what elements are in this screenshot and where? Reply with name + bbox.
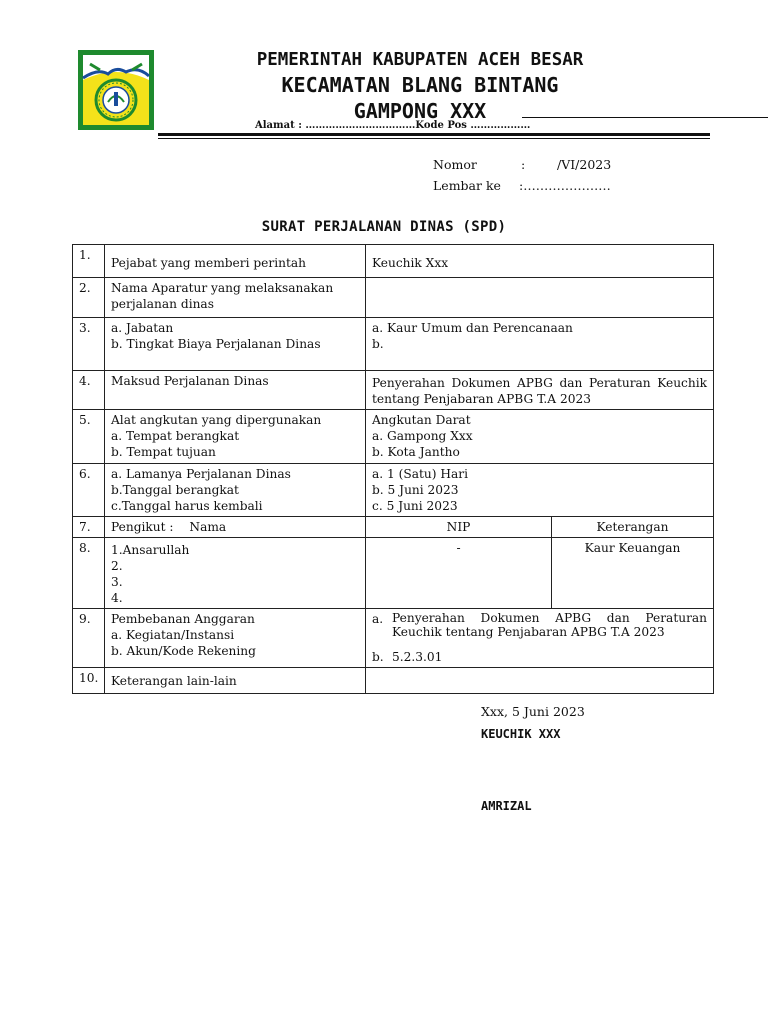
row-label xyxy=(105,318,366,371)
row-label-b: b.Tanggal berangkat xyxy=(111,483,239,497)
table-row xyxy=(73,668,714,694)
row-value xyxy=(366,278,714,318)
row-label-a: a. Tempat berangkat xyxy=(111,429,240,443)
row-label-main: Pembebanan Anggaran xyxy=(111,612,255,626)
follower-name-1: 1.Ansarullah xyxy=(111,543,190,557)
row-value xyxy=(366,318,714,371)
letterhead xyxy=(160,48,680,124)
letter-number-separator: : xyxy=(521,157,526,172)
budget-activity-prefix: a. xyxy=(372,612,384,626)
row-label xyxy=(105,609,366,668)
spd-table xyxy=(72,244,714,694)
follower-name-3: 3. xyxy=(111,575,123,589)
table-row xyxy=(73,517,714,538)
row-label-c: c.Tanggal harus kembali xyxy=(111,499,263,513)
row-label-main: Alat angkutan yang dipergunakan xyxy=(111,413,322,427)
row-value-b: b. xyxy=(372,337,384,351)
row-value xyxy=(366,668,714,694)
table-row xyxy=(73,609,714,668)
table-row xyxy=(73,371,714,410)
row-number: 5. xyxy=(73,410,105,464)
table-row xyxy=(73,538,714,609)
row-label-b: b. Tingkat Biaya Perjalanan Dinas xyxy=(111,337,321,351)
letterhead-village-name: GAMPONG XXX xyxy=(353,99,487,123)
row-label: Nama Aparatur yang melaksanakan perjalanan dinas xyxy=(105,278,366,318)
row-label-a: a. Lamanya Perjalanan Dinas xyxy=(111,467,291,481)
row-value-c: c. 5 Juni 2023 xyxy=(372,499,458,513)
follower-name-2: 2. xyxy=(111,559,123,573)
row-value-b: b. Kota Jantho xyxy=(372,445,460,459)
table-row xyxy=(73,410,714,464)
row-number: 4. xyxy=(73,371,105,410)
follower-names xyxy=(105,538,366,609)
letter-number-label: Nomor xyxy=(433,157,477,172)
budget-account-prefix: b. xyxy=(372,650,384,664)
row-label-a: a. Kegiatan/Instansi xyxy=(111,628,235,642)
row-value-b: b. 5 Juni 2023 xyxy=(372,483,459,497)
row-number: 6. xyxy=(73,464,105,517)
follower-label: Pengikut : xyxy=(111,520,174,534)
row-number: 9. xyxy=(73,609,105,668)
row-label xyxy=(105,410,366,464)
letterhead-address: Alamat : ……………………………Kode Pos ……………… xyxy=(255,120,531,131)
row-value-a: a. 1 (Satu) Hari xyxy=(372,467,469,481)
row-label-a: a. Jabatan xyxy=(111,321,174,335)
row-label: Keterangan lain-lain xyxy=(105,668,366,694)
row-number: 7. xyxy=(73,517,105,538)
follower-nip: - xyxy=(366,538,552,609)
row-number: 8. xyxy=(73,538,105,609)
row-value: Penyerahan Dokumen APBG dan Peraturan Keuchik tentang Penjabaran APBG T.A 2023 xyxy=(366,371,714,410)
table-row xyxy=(73,278,714,318)
follower-name-4: 4. xyxy=(111,591,123,605)
village-name-underline xyxy=(522,117,768,118)
row-number: 3. xyxy=(73,318,105,371)
row-value: Keuchik Xxx xyxy=(366,245,714,278)
aceh-besar-crest-logo xyxy=(78,50,154,130)
row-value xyxy=(366,464,714,517)
signature-place-date: Xxx, 5 Juni 2023 xyxy=(481,704,585,719)
sheet-number-line xyxy=(433,178,611,193)
document-title: SURAT PERJALANAN DINAS (SPD) xyxy=(261,219,507,235)
nip-header: NIP xyxy=(366,517,552,538)
signature-position: KEUCHIK XXX xyxy=(481,727,561,741)
row-label-b: b. Tempat tujuan xyxy=(111,445,216,459)
budget-activity-value: Penyerahan Dokumen APBG dan Peraturan Keuchik tentang Penjabaran APBG T.A 2023 xyxy=(392,611,708,639)
row-number: 10. xyxy=(73,668,105,694)
row-number: 1. xyxy=(73,245,105,278)
row-value xyxy=(366,609,714,668)
signature-name: AMRIZAL xyxy=(481,799,532,813)
row-number: 2. xyxy=(73,278,105,318)
remarks-header: Keterangan xyxy=(552,517,714,538)
table-row xyxy=(73,245,714,278)
row-label xyxy=(105,464,366,517)
table-row xyxy=(73,464,714,517)
row-value-a: a. Gampong Xxx xyxy=(372,429,473,443)
row-label: Maksud Perjalanan Dinas xyxy=(105,371,366,410)
row-value xyxy=(366,410,714,464)
row-value-main: Angkutan Darat xyxy=(372,413,471,427)
row-label xyxy=(105,517,366,538)
letterhead-rule-thin xyxy=(158,138,710,139)
sheet-number-value: :………………… xyxy=(519,178,611,193)
letterhead-government-name: PEMERINTAH KABUPATEN ACEH BESAR xyxy=(256,50,584,70)
letterhead-district-name: KECAMATAN BLANG BINTANG xyxy=(281,73,559,97)
letter-number-line xyxy=(433,157,611,172)
follower-remarks: Kaur Keuangan xyxy=(552,538,714,609)
follower-name-header: Nama xyxy=(189,520,227,534)
budget-account-value: 5.2.3.01 xyxy=(392,650,443,664)
sheet-number-label: Lembar ke xyxy=(433,178,501,193)
row-label-b: b. Akun/Kode Rekening xyxy=(111,644,256,658)
letterhead-rule-thick xyxy=(158,133,710,136)
row-label: Pejabat yang memberi perintah xyxy=(105,245,366,278)
row-value-a: a. Kaur Umum dan Perencanaan xyxy=(372,321,573,335)
letter-number-value: /VI/2023 xyxy=(557,157,612,172)
table-row xyxy=(73,318,714,371)
